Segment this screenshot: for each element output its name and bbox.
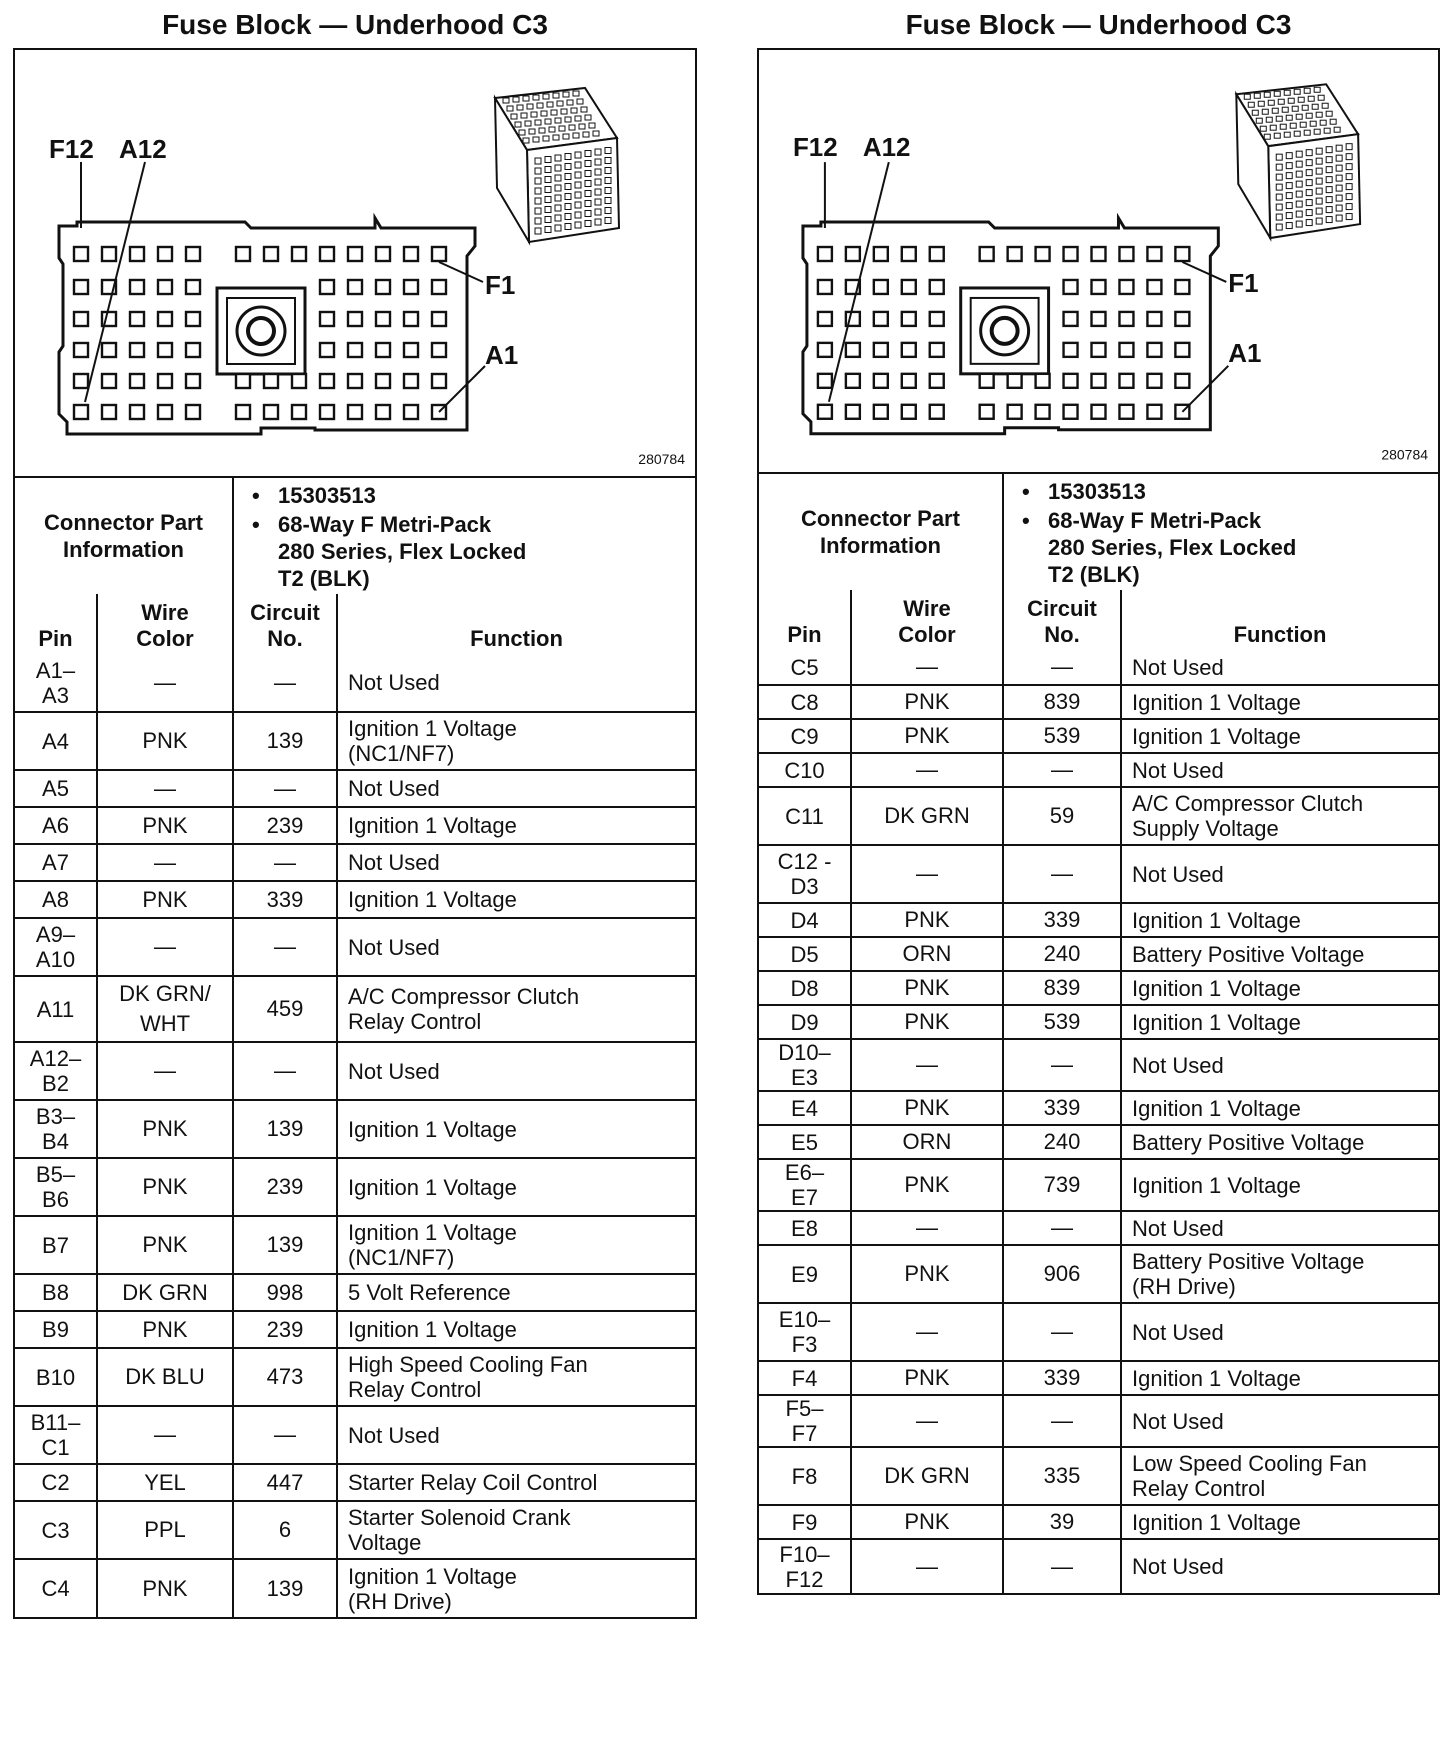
- wire-color-cell: PNK: [97, 1216, 233, 1274]
- header-pin: Pin: [759, 590, 851, 650]
- callout-f1: F1: [485, 270, 516, 300]
- circuit-cell: 906: [1003, 1245, 1121, 1303]
- table-row: [759, 753, 1438, 787]
- figure-id: 280784: [1381, 446, 1429, 463]
- circuit-cell: 339: [233, 881, 337, 918]
- function-cell: A/C Compressor Clutch Relay Control: [337, 976, 695, 1042]
- circuit-cell: 459: [233, 976, 337, 1042]
- pin-cell: C3: [15, 1501, 97, 1559]
- function-cell: Starter Relay Coil Control: [337, 1464, 695, 1501]
- function-cell: A/C Compressor Clutch Supply Voltage: [1121, 787, 1438, 845]
- function-cell: Ignition 1 Voltage (RH Drive): [337, 1559, 695, 1617]
- pin-cell: B7: [15, 1216, 97, 1274]
- wire-color-cell: PNK: [851, 903, 1003, 937]
- table-row: [15, 1406, 695, 1464]
- function-cell: Not Used: [337, 918, 695, 976]
- table-row: [15, 1042, 695, 1100]
- function-cell: Ignition 1 Voltage: [337, 1311, 695, 1348]
- pin-cell: D10– E3: [759, 1039, 851, 1091]
- circuit-cell: —: [233, 654, 337, 712]
- pin-cell: C5: [759, 650, 851, 685]
- table-row: [759, 1091, 1438, 1125]
- table-row: [759, 719, 1438, 753]
- circuit-cell: 447: [233, 1464, 337, 1501]
- function-cell: Not Used: [1121, 753, 1438, 787]
- function-cell: Not Used: [337, 654, 695, 712]
- table-row: [15, 654, 695, 712]
- header-wire-color: Wire Color: [851, 590, 1003, 650]
- header-function: Function: [1121, 590, 1438, 650]
- circuit-cell: —: [233, 1406, 337, 1464]
- panel-frame: [13, 48, 697, 1619]
- function-cell: Ignition 1 Voltage: [337, 807, 695, 844]
- circuit-cell: 473: [233, 1348, 337, 1406]
- function-cell: Battery Positive Voltage: [1121, 1125, 1438, 1159]
- pin-cell: E5: [759, 1125, 851, 1159]
- panel-left: [13, 0, 697, 1619]
- table-row: [15, 1501, 695, 1559]
- panel-title: Fuse Block — Underhood C3: [905, 9, 1292, 40]
- callout-a1: A1: [1228, 337, 1262, 368]
- pin-cell: A6: [15, 807, 97, 844]
- callout-a12: A12: [862, 132, 911, 163]
- connector-face-illustration: [759, 50, 1438, 472]
- circuit-cell: 239: [233, 807, 337, 844]
- circuit-cell: —: [1003, 1303, 1121, 1361]
- pin-cell: D8: [759, 971, 851, 1005]
- wire-color-cell: PNK: [851, 1159, 1003, 1211]
- pin-cell: A12– B2: [15, 1042, 97, 1100]
- table-row: [759, 1361, 1438, 1395]
- table-row: [15, 712, 695, 770]
- table-row: [15, 844, 695, 881]
- pin-cell: D5: [759, 937, 851, 971]
- function-cell: Not Used: [1121, 1539, 1438, 1593]
- table-row: [15, 770, 695, 807]
- circuit-cell: 339: [1003, 1361, 1121, 1395]
- connector-description: • 68-Way F Metri-Pack 280 Series, Flex Locked T2 (BLK): [1048, 505, 1428, 588]
- wire-color-cell: PNK: [97, 1311, 233, 1348]
- connector-info-table: [15, 478, 695, 594]
- circuit-cell: 139: [233, 712, 337, 770]
- wire-color-cell: —: [97, 1406, 233, 1464]
- circuit-cell: —: [1003, 1539, 1121, 1593]
- function-cell: Not Used: [1121, 1211, 1438, 1245]
- circuit-cell: 339: [1003, 1091, 1121, 1125]
- circuit-cell: 998: [233, 1274, 337, 1311]
- wire-color-cell: —: [851, 1211, 1003, 1245]
- pin-cell: B5– B6: [15, 1158, 97, 1216]
- pin-cell: B3– B4: [15, 1100, 97, 1158]
- function-cell: Starter Solenoid Crank Voltage: [337, 1501, 695, 1559]
- callout-a12: A12: [119, 134, 167, 164]
- table-row: [759, 1505, 1438, 1539]
- circuit-cell: 240: [1003, 937, 1121, 971]
- function-cell: High Speed Cooling Fan Relay Control: [337, 1348, 695, 1406]
- circuit-cell: —: [1003, 845, 1121, 903]
- connector-info-label: Connector Part Information: [15, 478, 233, 594]
- pin-cell: C8: [759, 685, 851, 719]
- callout-f12: F12: [792, 132, 838, 163]
- circuit-cell: —: [1003, 1395, 1121, 1447]
- pin-table: [15, 594, 695, 1617]
- connector-info-values: [1003, 474, 1438, 590]
- wire-color-cell: PNK: [97, 1559, 233, 1617]
- circuit-cell: —: [233, 770, 337, 807]
- header-wire-color: Wire Color: [97, 594, 233, 654]
- table-row: [15, 1559, 695, 1617]
- pin-cell: D4: [759, 903, 851, 937]
- wire-color-cell: DK GRN: [851, 787, 1003, 845]
- wire-color-cell: —: [97, 654, 233, 712]
- pin-cell: A1– A3: [15, 654, 97, 712]
- callout-a1: A1: [485, 340, 519, 370]
- wire-color-cell: DK GRN: [851, 1447, 1003, 1505]
- pin-cell: A7: [15, 844, 97, 881]
- table-row: [15, 1100, 695, 1158]
- function-cell: Battery Positive Voltage (RH Drive): [1121, 1245, 1438, 1303]
- wire-color-cell: —: [851, 845, 1003, 903]
- circuit-cell: —: [233, 844, 337, 881]
- function-cell: Ignition 1 Voltage: [337, 881, 695, 918]
- circuit-cell: 539: [1003, 719, 1121, 753]
- function-cell: Not Used: [337, 844, 695, 881]
- connector-info-table: [759, 474, 1438, 590]
- function-cell: Ignition 1 Voltage (NC1/NF7): [337, 1216, 695, 1274]
- function-cell: Ignition 1 Voltage: [337, 1100, 695, 1158]
- table-row: [759, 1125, 1438, 1159]
- pin-cell: A4: [15, 712, 97, 770]
- table-row: [759, 845, 1438, 903]
- circuit-cell: 839: [1003, 685, 1121, 719]
- part-number: • 15303513: [278, 480, 685, 509]
- wire-color-cell: ORN: [851, 937, 1003, 971]
- wire-color-cell: DK GRN: [97, 1274, 233, 1311]
- wire-color-cell: ORN: [851, 1125, 1003, 1159]
- wire-color-cell: PNK: [97, 712, 233, 770]
- function-cell: Not Used: [337, 1042, 695, 1100]
- wire-color-cell: PPL: [97, 1501, 233, 1559]
- circuit-cell: 539: [1003, 1005, 1121, 1039]
- circuit-cell: 335: [1003, 1447, 1121, 1505]
- table-row: [759, 650, 1438, 685]
- function-cell: Ignition 1 Voltage: [1121, 1005, 1438, 1039]
- function-cell: Ignition 1 Voltage: [1121, 685, 1438, 719]
- function-cell: Not Used: [1121, 1395, 1438, 1447]
- wire-color-cell: PNK: [851, 719, 1003, 753]
- table-row: [759, 1395, 1438, 1447]
- function-cell: Not Used: [337, 1406, 695, 1464]
- figure-id: 280784: [638, 451, 685, 467]
- part-number: • 15303513: [1048, 476, 1428, 505]
- function-cell: Ignition 1 Voltage (NC1/NF7): [337, 712, 695, 770]
- table-row: [15, 807, 695, 844]
- wire-color-cell: PNK: [851, 1245, 1003, 1303]
- wire-color-cell: PNK: [97, 1158, 233, 1216]
- pin-cell: A9– A10: [15, 918, 97, 976]
- circuit-cell: 239: [233, 1311, 337, 1348]
- circuit-cell: 240: [1003, 1125, 1121, 1159]
- circuit-cell: —: [1003, 753, 1121, 787]
- circuit-cell: 6: [233, 1501, 337, 1559]
- table-row: [15, 1216, 695, 1274]
- table-row: [759, 1039, 1438, 1091]
- pin-cell: C12 - D3: [759, 845, 851, 903]
- header-circuit-no: Circuit No.: [233, 594, 337, 654]
- wire-color-cell: PNK: [851, 1091, 1003, 1125]
- circuit-cell: —: [233, 918, 337, 976]
- table-row: [15, 881, 695, 918]
- pin-cell: D9: [759, 1005, 851, 1039]
- function-cell: Ignition 1 Voltage: [1121, 1159, 1438, 1211]
- pin-cell: C10: [759, 753, 851, 787]
- connector-3d-view: [1236, 84, 1360, 238]
- header-pin: Pin: [15, 594, 97, 654]
- wire-color-cell: —: [97, 770, 233, 807]
- callout-f12: F12: [49, 134, 94, 164]
- function-cell: Not Used: [337, 770, 695, 807]
- function-cell: Not Used: [1121, 1303, 1438, 1361]
- table-row: [759, 787, 1438, 845]
- pin-table-header: [15, 594, 695, 654]
- wire-color-cell: PNK: [97, 807, 233, 844]
- connector-face-illustration: [15, 50, 695, 476]
- wire-color-cell: PNK: [851, 1005, 1003, 1039]
- pin-cell: C11: [759, 787, 851, 845]
- pin-cell: C4: [15, 1559, 97, 1617]
- wire-color-cell: PNK: [851, 685, 1003, 719]
- pin-cell: B8: [15, 1274, 97, 1311]
- pin-cell: E10– F3: [759, 1303, 851, 1361]
- pin-cell: A8: [15, 881, 97, 918]
- callout-f1: F1: [1228, 267, 1259, 298]
- table-row: [759, 1245, 1438, 1303]
- connector-diagram: [759, 50, 1438, 474]
- header-circuit-no: Circuit No.: [1003, 590, 1121, 650]
- wire-color-cell: DK GRN/ WHT: [97, 976, 233, 1042]
- pin-cell: E9: [759, 1245, 851, 1303]
- pin-table: [759, 590, 1438, 1593]
- circuit-cell: —: [1003, 1039, 1121, 1091]
- function-cell: Ignition 1 Voltage: [1121, 1091, 1438, 1125]
- circuit-cell: 739: [1003, 1159, 1121, 1211]
- function-cell: Low Speed Cooling Fan Relay Control: [1121, 1447, 1438, 1505]
- table-row: [759, 971, 1438, 1005]
- wire-color-cell: —: [851, 1395, 1003, 1447]
- table-row: [15, 918, 695, 976]
- pin-cell: F4: [759, 1361, 851, 1395]
- table-row: [759, 1447, 1438, 1505]
- function-cell: Ignition 1 Voltage: [1121, 903, 1438, 937]
- pin-cell: F8: [759, 1447, 851, 1505]
- wire-color-cell: YEL: [97, 1464, 233, 1501]
- circuit-cell: 39: [1003, 1505, 1121, 1539]
- pin-cell: F5– F7: [759, 1395, 851, 1447]
- circuit-cell: —: [1003, 1211, 1121, 1245]
- wire-color-cell: DK BLU: [97, 1348, 233, 1406]
- wire-color-cell: PNK: [97, 1100, 233, 1158]
- wire-color-cell: —: [851, 753, 1003, 787]
- pin-table-header: [759, 590, 1438, 650]
- table-row: [759, 685, 1438, 719]
- table-row: [759, 1211, 1438, 1245]
- table-row: [15, 1274, 695, 1311]
- pin-cell: B10: [15, 1348, 97, 1406]
- function-cell: Ignition 1 Voltage: [1121, 971, 1438, 1005]
- wire-color-cell: —: [851, 1303, 1003, 1361]
- pin-cell: A5: [15, 770, 97, 807]
- table-row: [759, 1159, 1438, 1211]
- header-function: Function: [337, 594, 695, 654]
- pin-cell: C2: [15, 1464, 97, 1501]
- wire-color-cell: —: [851, 1539, 1003, 1593]
- circuit-cell: 839: [1003, 971, 1121, 1005]
- wire-color-cell: —: [97, 844, 233, 881]
- pin-cell: C9: [759, 719, 851, 753]
- pin-cell: B11– C1: [15, 1406, 97, 1464]
- circuit-cell: —: [233, 1042, 337, 1100]
- circuit-cell: 59: [1003, 787, 1121, 845]
- wire-color-cell: PNK: [851, 971, 1003, 1005]
- circuit-cell: 139: [233, 1100, 337, 1158]
- panel-title: Fuse Block — Underhood C3: [162, 9, 548, 40]
- connector-info-values: [233, 478, 695, 594]
- circuit-cell: 139: [233, 1559, 337, 1617]
- function-cell: Ignition 1 Voltage: [1121, 719, 1438, 753]
- connector-description: • 68-Way F Metri-Pack 280 Series, Flex Locked T2 (BLK): [278, 509, 685, 592]
- circuit-cell: 339: [1003, 903, 1121, 937]
- table-row: [15, 1311, 695, 1348]
- function-cell: Ignition 1 Voltage: [337, 1158, 695, 1216]
- function-cell: Not Used: [1121, 845, 1438, 903]
- table-row: [15, 1464, 695, 1501]
- pin-cell: E8: [759, 1211, 851, 1245]
- circuit-cell: 239: [233, 1158, 337, 1216]
- function-cell: Ignition 1 Voltage: [1121, 1361, 1438, 1395]
- panel-frame: [757, 48, 1440, 1595]
- table-row: [759, 1539, 1438, 1593]
- function-cell: Ignition 1 Voltage: [1121, 1505, 1438, 1539]
- wire-color-cell: PNK: [851, 1505, 1003, 1539]
- wire-color-cell: —: [97, 918, 233, 976]
- table-row: [15, 976, 695, 1042]
- pin-cell: E6– E7: [759, 1159, 851, 1211]
- function-cell: Not Used: [1121, 1039, 1438, 1091]
- pin-cell: B9: [15, 1311, 97, 1348]
- function-cell: Not Used: [1121, 650, 1438, 685]
- wire-color-cell: —: [851, 650, 1003, 685]
- pin-cell: F9: [759, 1505, 851, 1539]
- panel-right: [757, 0, 1440, 1595]
- table-row: [759, 903, 1438, 937]
- circuit-cell: —: [1003, 650, 1121, 685]
- circuit-cell: 139: [233, 1216, 337, 1274]
- table-row: [15, 1158, 695, 1216]
- wire-color-cell: —: [97, 1042, 233, 1100]
- pin-cell: F10– F12: [759, 1539, 851, 1593]
- connector-3d-view: [495, 88, 619, 242]
- function-cell: 5 Volt Reference: [337, 1274, 695, 1311]
- pin-cell: A11: [15, 976, 97, 1042]
- wire-color-cell: PNK: [851, 1361, 1003, 1395]
- table-row: [759, 937, 1438, 971]
- table-row: [15, 1348, 695, 1406]
- table-row: [759, 1005, 1438, 1039]
- pin-cell: E4: [759, 1091, 851, 1125]
- table-row: [759, 1303, 1438, 1361]
- connector-info-label: Connector Part Information: [759, 474, 1003, 590]
- connector-diagram: [15, 50, 695, 478]
- wire-color-cell: —: [851, 1039, 1003, 1091]
- function-cell: Battery Positive Voltage: [1121, 937, 1438, 971]
- wire-color-cell: PNK: [97, 881, 233, 918]
